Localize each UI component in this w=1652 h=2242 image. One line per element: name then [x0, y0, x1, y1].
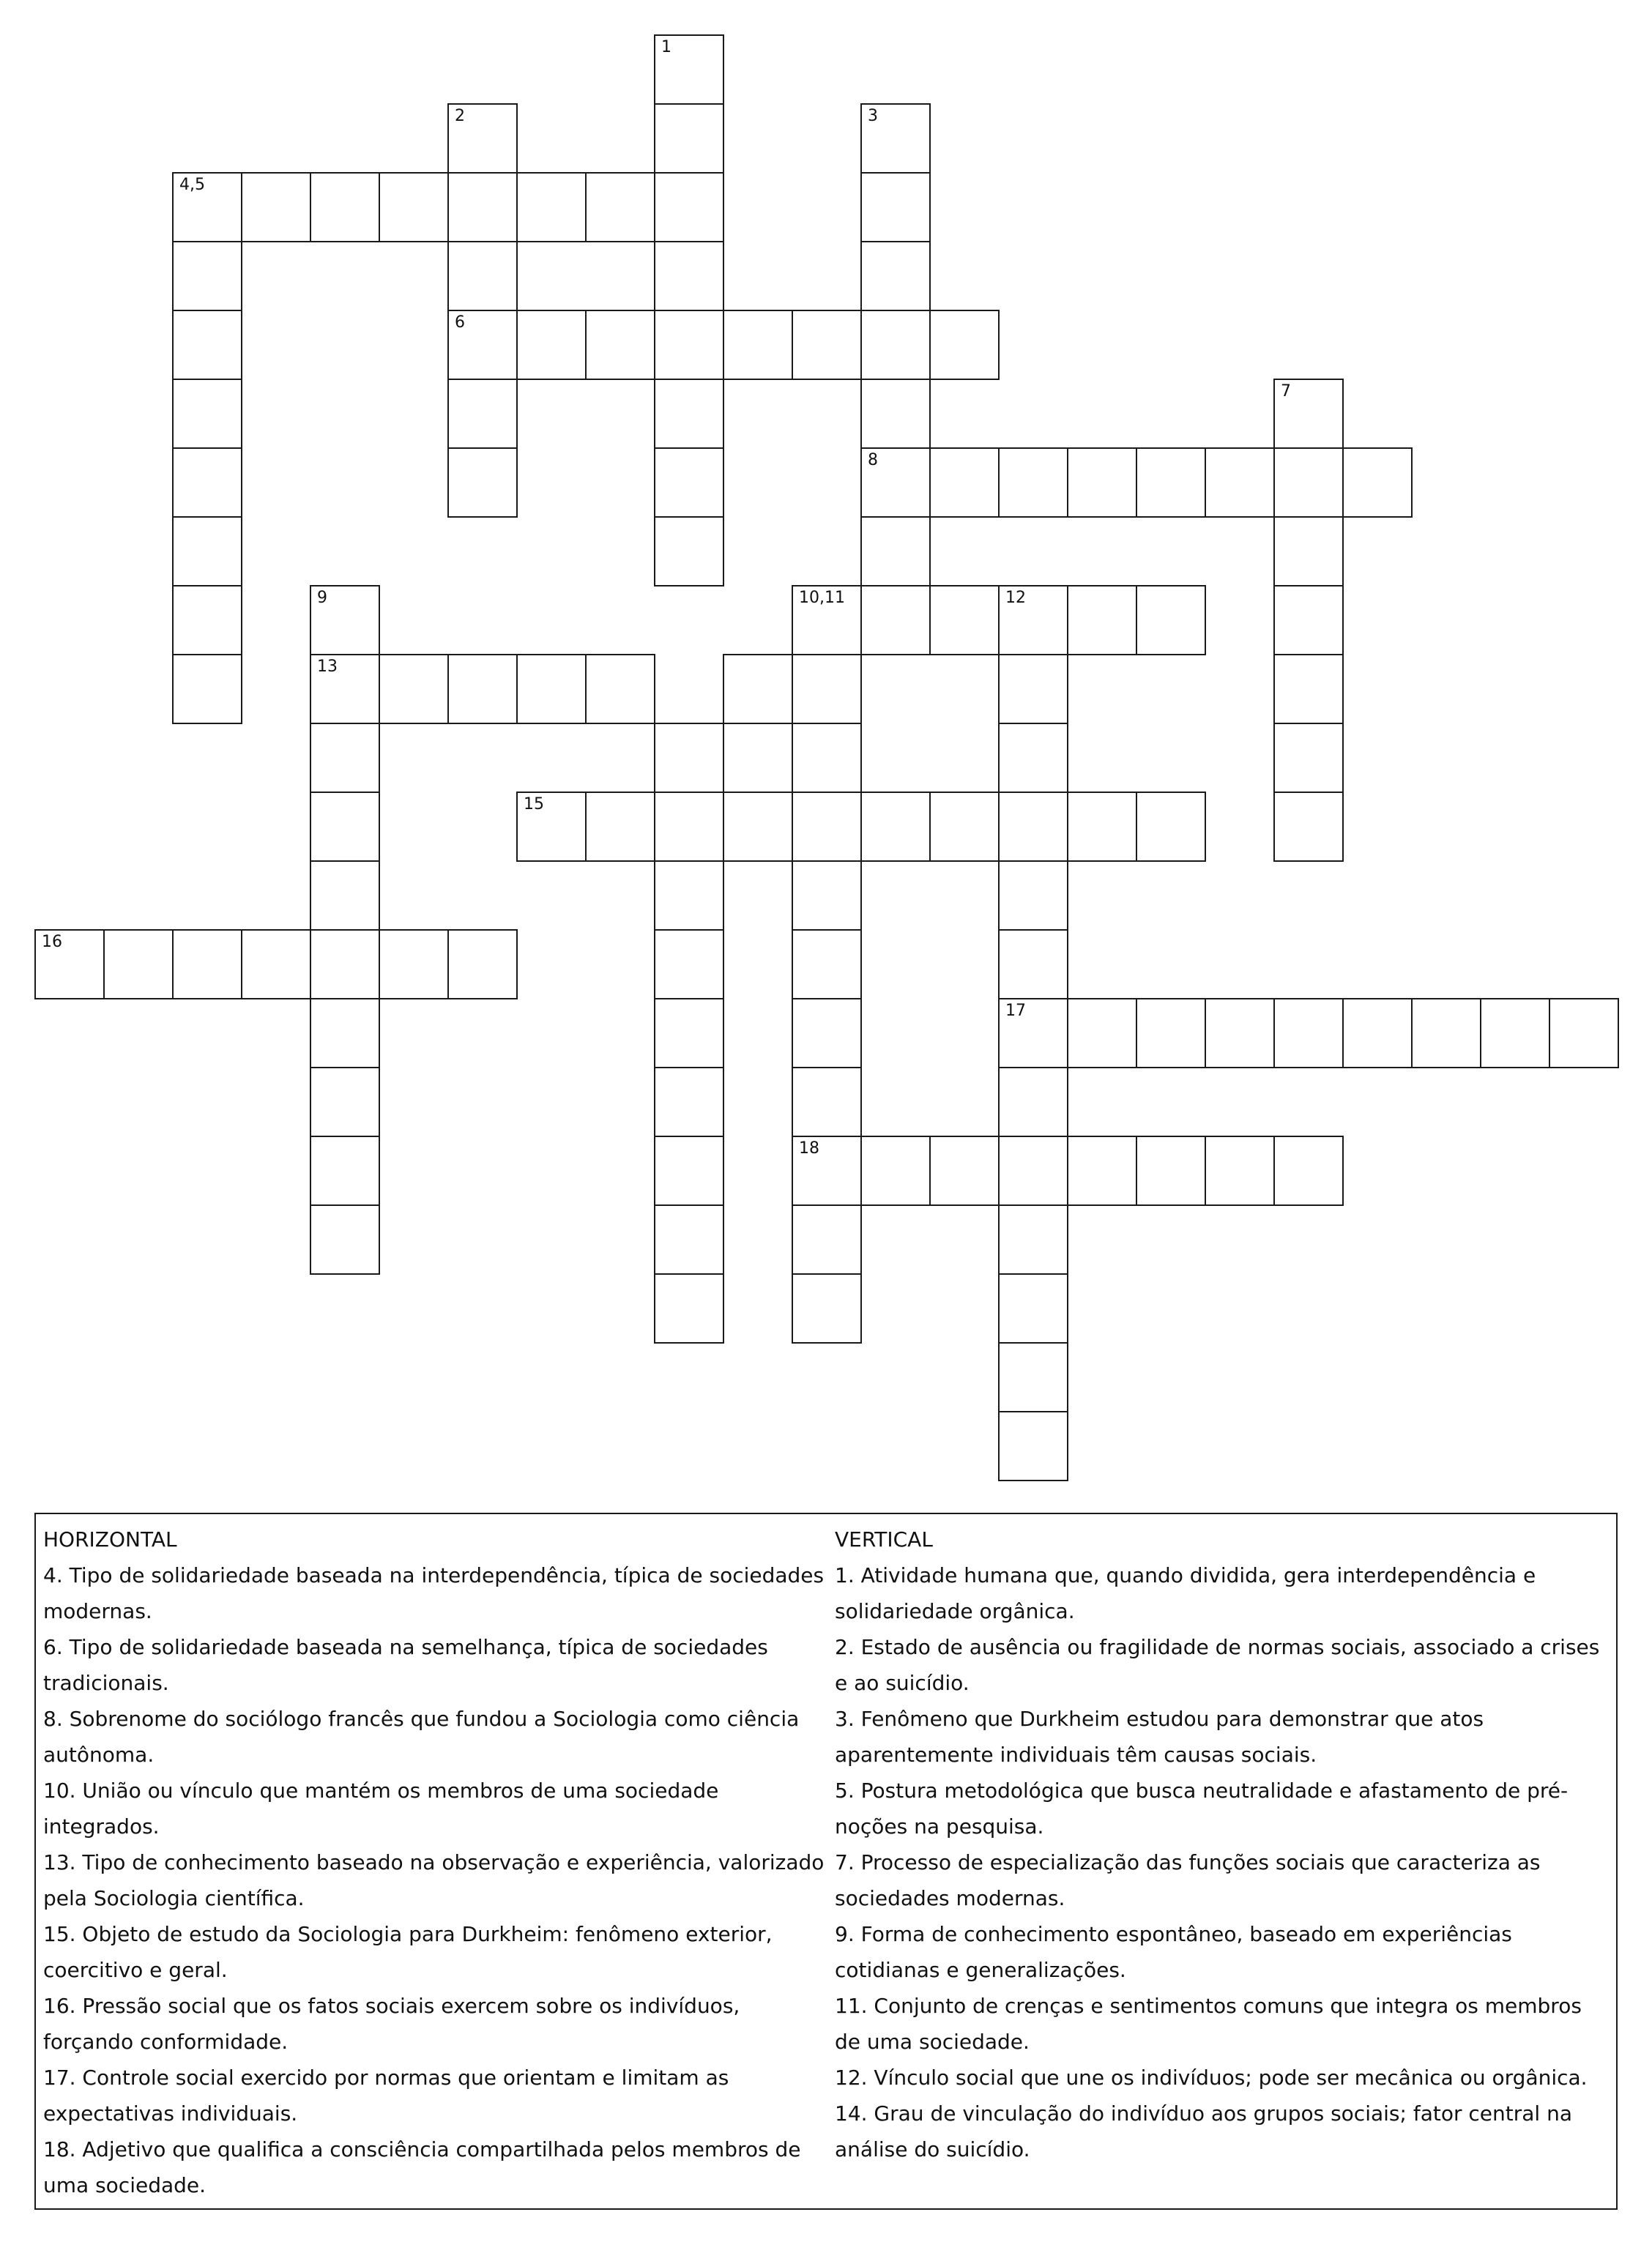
- grid-cell[interactable]: [654, 1067, 724, 1137]
- grid-cell[interactable]: [654, 998, 724, 1068]
- grid-cell[interactable]: [172, 447, 242, 518]
- grid-cell[interactable]: [929, 310, 1000, 380]
- clue-number: 1: [661, 38, 671, 56]
- grid-cell[interactable]: [1205, 1136, 1275, 1206]
- clue-h16: 16. Pressão social que os fatos sociais exercem sobre os indivíduos, forçando conformidade.: [43, 1994, 740, 2054]
- clue-h18: 18. Adjetivo que qualifica a consciência compartilhada pelos membros de uma sociedade.: [43, 2137, 801, 2197]
- grid-cell[interactable]: [1549, 998, 1619, 1068]
- grid-cell[interactable]: [310, 792, 380, 862]
- grid-cell[interactable]: [860, 172, 931, 242]
- clue-number: 9: [317, 589, 327, 607]
- grid-cell[interactable]: [310, 1067, 380, 1137]
- grid-cell[interactable]: [792, 998, 862, 1068]
- grid-cell[interactable]: [34, 929, 105, 999]
- clue-number: 3: [868, 107, 878, 125]
- grid-cell[interactable]: [998, 1342, 1068, 1412]
- grid-cell[interactable]: [654, 860, 724, 931]
- grid-cell[interactable]: [310, 860, 380, 931]
- grid-cell[interactable]: [1136, 792, 1206, 862]
- grid-cell[interactable]: [447, 379, 518, 449]
- grid-cell[interactable]: [723, 792, 793, 862]
- grid-cell[interactable]: [1273, 585, 1344, 655]
- grid-cell[interactable]: [1067, 1136, 1137, 1206]
- grid-cell[interactable]: [998, 1067, 1068, 1137]
- grid-cell[interactable]: [172, 585, 242, 655]
- clue-h4: 4. Tipo de solidariedade baseada na interdependência, típica de sociedades modernas.: [43, 1563, 825, 1623]
- grid-cell[interactable]: [860, 516, 931, 586]
- grid-cell[interactable]: [447, 654, 518, 724]
- grid-cell[interactable]: [310, 1204, 380, 1275]
- clue-number: 10,11: [799, 589, 845, 607]
- grid-cell[interactable]: [379, 929, 449, 999]
- grid-cell[interactable]: [998, 654, 1068, 724]
- horizontal-heading: HORIZONTAL: [43, 1527, 177, 1552]
- grid-cell[interactable]: [654, 241, 724, 311]
- grid-cell[interactable]: [1480, 998, 1550, 1068]
- clue-v9: 9. Forma de conhecimento espontâneo, baseado em experiências cotidianas e generalizações.: [835, 1922, 1512, 1982]
- clue-h8: 8. Sobrenome do sociólogo francês que fundou a Sociologia como ciência autônoma.: [43, 1707, 800, 1767]
- grid-cell[interactable]: [1342, 447, 1413, 518]
- grid-cell[interactable]: [379, 654, 449, 724]
- clue-number: 16: [42, 933, 62, 951]
- grid-cell[interactable]: [241, 172, 311, 242]
- grid-cell[interactable]: [1067, 447, 1137, 518]
- grid-cell[interactable]: [998, 723, 1068, 793]
- grid-cell[interactable]: [1205, 447, 1275, 518]
- grid-cell[interactable]: [998, 1273, 1068, 1344]
- grid-cell[interactable]: [447, 929, 518, 999]
- grid-cell[interactable]: [1411, 998, 1481, 1068]
- clues-panel: [34, 1513, 1618, 2210]
- grid-cell[interactable]: [723, 654, 793, 724]
- grid-cell[interactable]: [654, 1136, 724, 1206]
- grid-cell[interactable]: [792, 1204, 862, 1275]
- grid-cell[interactable]: [929, 1136, 1000, 1206]
- clue-v14: 14. Grau de vinculação do indivíduo aos grupos sociais; fator central na análise do suicídio.: [835, 2101, 1572, 2161]
- grid-cell[interactable]: [585, 792, 655, 862]
- grid-cell[interactable]: [792, 585, 862, 655]
- grid-cell[interactable]: [654, 310, 724, 380]
- grid-cell[interactable]: [172, 516, 242, 586]
- grid-cell[interactable]: [172, 172, 242, 242]
- grid-cell[interactable]: [654, 516, 724, 586]
- grid-cell[interactable]: [379, 172, 449, 242]
- grid-cell[interactable]: [516, 310, 587, 380]
- clue-h17: 17. Controle social exercido por normas que orientam e limitam as expectativas individuais.: [43, 2066, 729, 2126]
- grid-cell[interactable]: [585, 310, 655, 380]
- grid-cell[interactable]: [860, 1136, 931, 1206]
- grid-cell[interactable]: [654, 1273, 724, 1344]
- grid-cell[interactable]: [860, 792, 931, 862]
- clue-number: 13: [317, 658, 338, 676]
- grid-cell[interactable]: [998, 792, 1068, 862]
- grid-cell[interactable]: [998, 447, 1068, 518]
- grid-cell[interactable]: [860, 447, 931, 518]
- grid-cell[interactable]: [792, 1067, 862, 1137]
- clue-number: 2: [455, 107, 465, 125]
- grid-cell[interactable]: [654, 792, 724, 862]
- grid-cell[interactable]: [860, 379, 931, 449]
- grid-cell[interactable]: [1136, 998, 1206, 1068]
- grid-cell[interactable]: [516, 172, 587, 242]
- grid-cell[interactable]: [172, 241, 242, 311]
- grid-cell[interactable]: [172, 929, 242, 999]
- grid-cell[interactable]: [241, 929, 311, 999]
- grid-cell[interactable]: [1273, 998, 1344, 1068]
- grid-cell[interactable]: [1136, 1136, 1206, 1206]
- grid-cell[interactable]: [447, 310, 518, 380]
- grid-cell[interactable]: [310, 998, 380, 1068]
- grid-cell[interactable]: [792, 929, 862, 999]
- grid-cell[interactable]: [310, 929, 380, 999]
- grid-cell[interactable]: [1136, 585, 1206, 655]
- grid-cell[interactable]: [723, 310, 793, 380]
- grid-cell[interactable]: [654, 723, 724, 793]
- grid-cell[interactable]: [172, 310, 242, 380]
- grid-cell[interactable]: [860, 103, 931, 174]
- grid-cell[interactable]: [103, 929, 174, 999]
- clue-number: 4,5: [179, 176, 205, 194]
- clue-number: 15: [524, 795, 544, 813]
- grid-cell[interactable]: [310, 172, 380, 242]
- grid-cell[interactable]: [516, 792, 587, 862]
- grid-cell[interactable]: [929, 585, 1000, 655]
- grid-cell[interactable]: [1342, 998, 1413, 1068]
- vertical-clues: [835, 1522, 1611, 2167]
- grid-cell[interactable]: [998, 998, 1068, 1068]
- grid-cell[interactable]: [998, 860, 1068, 931]
- grid-cell[interactable]: [310, 723, 380, 793]
- grid-cell[interactable]: [929, 447, 1000, 518]
- grid-cell[interactable]: [1067, 792, 1137, 862]
- grid-cell[interactable]: [860, 310, 931, 380]
- grid-cell[interactable]: [1273, 654, 1344, 724]
- grid-cell[interactable]: [998, 1136, 1068, 1206]
- grid-cell[interactable]: [1067, 585, 1137, 655]
- grid-cell[interactable]: [310, 1136, 380, 1206]
- grid-cell[interactable]: [792, 1273, 862, 1344]
- grid-cell[interactable]: [516, 654, 587, 724]
- grid-cell[interactable]: [172, 654, 242, 724]
- grid-cell[interactable]: [585, 172, 655, 242]
- grid-cell[interactable]: [998, 1204, 1068, 1275]
- grid-cell[interactable]: [1273, 379, 1344, 449]
- clue-v5: 5. Postura metodológica que busca neutralidade e afastamento de pré-noções na pesquisa.: [835, 1779, 1569, 1839]
- clue-h13: 13. Tipo de conhecimento baseado na observação e experiência, valorizado pela Sociologia científica.: [43, 1850, 825, 1910]
- grid-cell[interactable]: [310, 585, 380, 655]
- grid-cell[interactable]: [654, 172, 724, 242]
- grid-cell[interactable]: [1205, 998, 1275, 1068]
- grid-cell[interactable]: [792, 792, 862, 862]
- clue-v11: 11. Conjunto de crenças e sentimentos comuns que integra os membros de uma sociedade.: [835, 1994, 1582, 2054]
- grid-cell[interactable]: [998, 585, 1068, 655]
- grid-cell[interactable]: [654, 379, 724, 449]
- clue-v2: 2. Estado de ausência ou fragilidade de normas sociais, associado a crises e ao suicídio.: [835, 1635, 1600, 1695]
- clue-number: 8: [868, 451, 878, 469]
- clue-number: 6: [455, 313, 465, 332]
- grid-cell[interactable]: [654, 447, 724, 518]
- clue-v12: 12. Vínculo social que une os indivíduos; pode ser mecânica ou orgânica.: [835, 2066, 1588, 2090]
- clue-number: 7: [1281, 382, 1291, 401]
- clue-v3: 3. Fenômeno que Durkheim estudou para demonstrar que atos aparentemente individuais têm causas sociais.: [835, 1707, 1484, 1767]
- clue-h6: 6. Tipo de solidariedade baseada na semelhança, típica de sociedades tradicionais.: [43, 1635, 768, 1695]
- grid-cell[interactable]: [792, 654, 862, 724]
- grid-cell[interactable]: [447, 103, 518, 174]
- grid-cell[interactable]: [998, 1411, 1068, 1481]
- grid-cell[interactable]: [654, 929, 724, 999]
- vertical-heading: VERTICAL: [835, 1527, 933, 1552]
- grid-cell[interactable]: [654, 34, 724, 105]
- grid-cell[interactable]: [860, 241, 931, 311]
- grid-cell[interactable]: [792, 1136, 862, 1206]
- clue-number: 17: [1005, 1002, 1026, 1020]
- grid-cell[interactable]: [447, 447, 518, 518]
- grid-cell[interactable]: [447, 172, 518, 242]
- grid-cell[interactable]: [792, 310, 862, 380]
- grid-cell[interactable]: [172, 379, 242, 449]
- horizontal-clues: [43, 1522, 827, 2203]
- grid-cell[interactable]: [310, 654, 380, 724]
- clue-v1: 1. Atividade humana que, quando dividida, gera interdependência e solidariedade orgânica.: [835, 1563, 1536, 1623]
- grid-cell[interactable]: [792, 860, 862, 931]
- grid-cell[interactable]: [585, 654, 655, 724]
- grid-cell[interactable]: [1273, 723, 1344, 793]
- grid-cell[interactable]: [654, 1204, 724, 1275]
- grid-cell[interactable]: [1136, 447, 1206, 518]
- grid-cell[interactable]: [792, 723, 862, 793]
- grid-cell[interactable]: [1273, 1136, 1344, 1206]
- grid-cell[interactable]: [1273, 447, 1344, 518]
- grid-cell[interactable]: [1067, 998, 1137, 1068]
- grid-cell[interactable]: [654, 103, 724, 174]
- clue-number: 18: [799, 1139, 819, 1158]
- clue-number: 12: [1005, 589, 1026, 607]
- clue-v7: 7. Processo de especialização das funções sociais que caracteriza as sociedades modernas.: [835, 1850, 1541, 1910]
- grid-cell[interactable]: [1273, 792, 1344, 862]
- clue-h15: 15. Objeto de estudo da Sociologia para Durkheim: fenômeno exterior, coercitivo e geral.: [43, 1922, 773, 1982]
- grid-cell[interactable]: [1273, 516, 1344, 586]
- grid-cell[interactable]: [447, 241, 518, 311]
- grid-cell[interactable]: [998, 929, 1068, 999]
- grid-cell[interactable]: [860, 585, 931, 655]
- clue-h10: 10. União ou vínculo que mantém os membros de uma sociedade integrados.: [43, 1779, 719, 1839]
- grid-cell[interactable]: [929, 792, 1000, 862]
